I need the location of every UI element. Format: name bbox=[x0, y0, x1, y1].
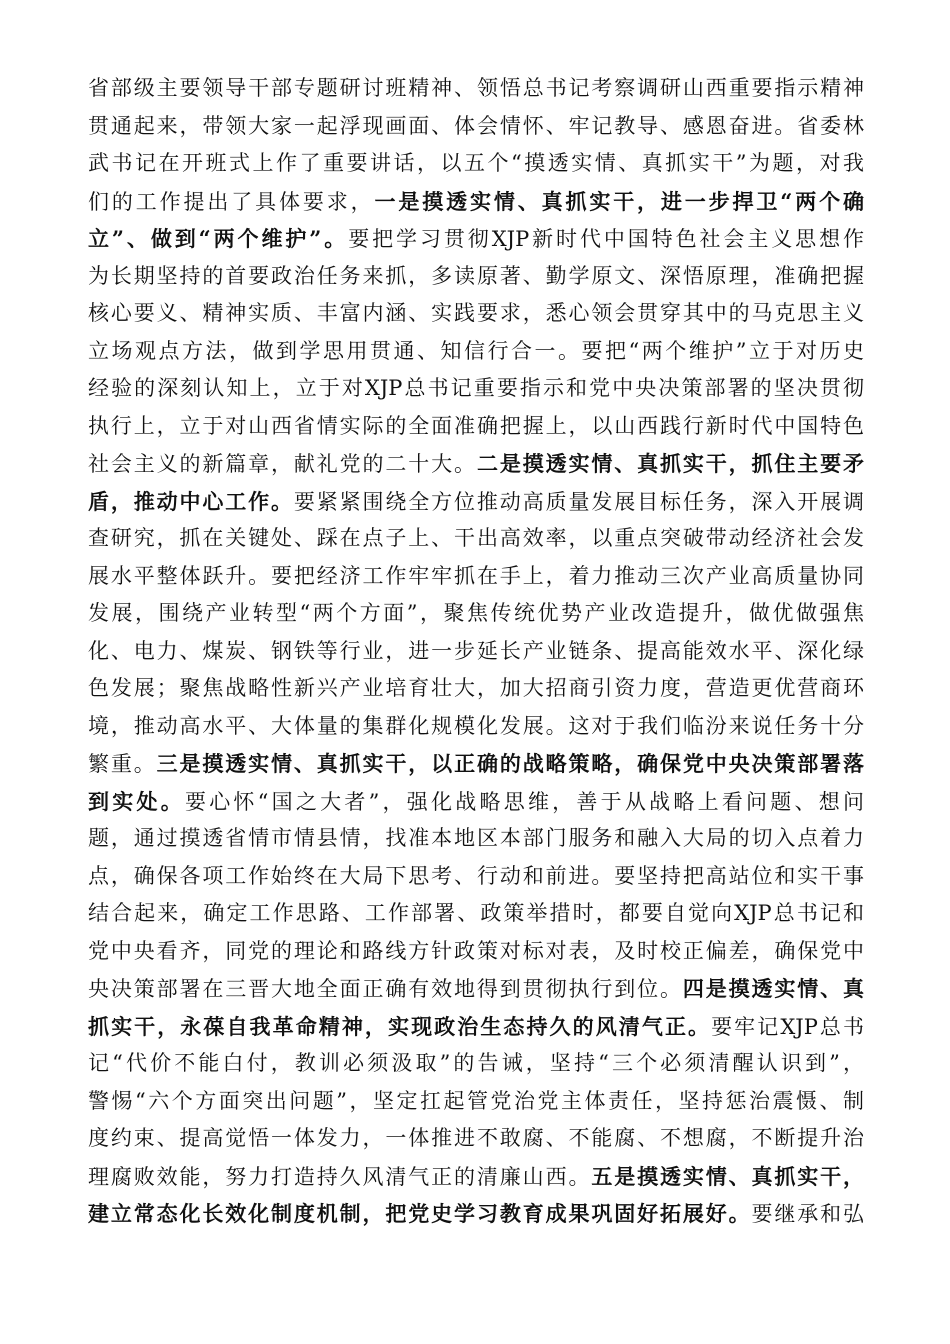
text-segment: 理腐败效能，努力打造持久风清气正的清廉山西。 bbox=[88, 1164, 592, 1189]
body-text bbox=[88, 70, 864, 1233]
text-segment: 色发展；聚焦战略性新兴产业培育壮大，加大招商引资力度，营造更优营商环 bbox=[88, 676, 864, 700]
bold-text-segment: 一是摸透实情、真抓实干，进一步捍卫“两个确 bbox=[374, 188, 864, 214]
text-line bbox=[88, 258, 864, 296]
bold-text-segment: 二是摸透实情、真抓实干，抓住主要矛 bbox=[476, 451, 864, 476]
text-line bbox=[88, 1008, 864, 1046]
text-line bbox=[88, 820, 864, 858]
text-line bbox=[88, 1158, 864, 1196]
text-line bbox=[88, 520, 864, 558]
bold-text-segment: 五是摸透实情、真抓实干， bbox=[591, 1163, 864, 1189]
text-line bbox=[88, 558, 864, 596]
text-segment: 发展，围绕产业转型“两个方面”，聚焦传统优势产业改造提升，做优做强焦 bbox=[88, 601, 864, 625]
text-line bbox=[88, 108, 864, 146]
text-line bbox=[88, 1045, 864, 1083]
text-line bbox=[88, 708, 864, 746]
text-segment: 查研究，抓在关键处、踩在点子上、干出高效率，以重点突破带动经济社会发 bbox=[88, 526, 864, 550]
text-line bbox=[88, 183, 864, 221]
text-line bbox=[88, 858, 864, 896]
bold-text-segment: 三是摸透实情、真抓实干，以正确的战略策略，确保党中央决策部署落 bbox=[156, 751, 865, 776]
text-segment: 度约束、提高觉悟一体发力，一体推进不敢腐、不能腐、不想腐，不断提升治 bbox=[88, 1126, 864, 1150]
text-segment: 点，确保各项工作始终在大局下思考、行动和前进。要坚持把高站位和实干事 bbox=[88, 863, 864, 888]
text-segment: 记“代价不能白付，教训必须汲取”的告诫，坚持“三个必须清醒认识到”， bbox=[88, 1051, 864, 1075]
text-line bbox=[88, 970, 864, 1008]
text-line bbox=[88, 783, 864, 821]
text-line bbox=[88, 595, 864, 633]
text-segment: 要牢记XJP总书 bbox=[711, 1014, 864, 1039]
text-line bbox=[88, 670, 864, 708]
text-segment: 社会主义的新篇章，献礼党的二十大。 bbox=[88, 452, 477, 476]
text-segment: 要心怀“国之大者”，强化战略思维，善于从战略上看问题、想问 bbox=[184, 789, 864, 814]
text-segment: 展水平整体跃升。要把经济工作牢牢抓在手上，着力推动三次产业高质量协同 bbox=[88, 563, 864, 588]
text-segment: 要继承和弘 bbox=[751, 1202, 864, 1226]
text-segment: 题，通过摸透省情市情县情，找准本地区本部门服务和融入大局的切入点着力 bbox=[88, 826, 864, 850]
text-segment: 经验的深刻认知上，立于对XJP总书记重要指示和党中央决策部署的坚决贯彻 bbox=[88, 376, 864, 400]
text-segment: 结合起来，确定工作思路、工作部署、政策举措时，都要自觉向XJP总书记和 bbox=[88, 901, 864, 925]
text-line bbox=[88, 70, 864, 108]
bold-text-segment: 盾，推动中心工作。 bbox=[88, 488, 294, 514]
text-segment: 央决策部署在三晋大地全面正确有效地得到贯彻执行到位。 bbox=[88, 977, 683, 1001]
text-segment: 省部级主要领导干部专题研讨班精神、领悟总书记考察调研山西重要指示精神 bbox=[88, 76, 864, 100]
text-segment: 执行上，立于对山西省情实际的全面准确把握上，以山西践行新时代中国特色 bbox=[88, 413, 864, 438]
text-segment: 境，推动高水平、大体量的集群化规模化发展。这对于我们临汾来说任务十分 bbox=[88, 713, 864, 738]
text-line bbox=[88, 633, 864, 671]
bold-text-segment: 四是摸透实情、真 bbox=[682, 976, 864, 1001]
text-line bbox=[88, 745, 864, 783]
text-line bbox=[88, 295, 864, 333]
text-segment: 武书记在开班式上作了重要讲话，以五个“摸透实情、真抓实干”为题，对我 bbox=[88, 151, 864, 175]
text-segment: 要紧紧围绕全方位推动高质量发展目标任务，深入开展调 bbox=[293, 489, 864, 514]
text-line bbox=[88, 445, 864, 483]
text-segment: 贯通起来，带领大家一起浮现画面、体会情怀、牢记教导、感恩奋进。省委林 bbox=[88, 113, 864, 138]
text-segment: 为长期坚持的首要政治任务来抓，多读原著、勤学原文、深悟原理，准确把握 bbox=[88, 263, 864, 288]
text-line bbox=[88, 483, 864, 521]
text-segment: 警惕“六个方面突出问题”，坚定扛起管党治党主体责任，坚持惩治震慑、制 bbox=[88, 1088, 864, 1113]
text-segment: 要把学习贯彻XJP新时代中国特色社会主义思想作 bbox=[348, 227, 864, 251]
bold-text-segment: 到实处。 bbox=[88, 788, 185, 814]
text-line bbox=[88, 145, 864, 183]
text-segment: 党中央看齐，同党的理论和路线方针政策对标对表，及时校正偏差，确保党中 bbox=[88, 938, 864, 963]
text-segment: 繁重。 bbox=[88, 752, 157, 776]
text-segment: 立场观点方法，做到学思用贯通、知信行合一。要把“两个维护”立于对历史 bbox=[88, 338, 864, 363]
text-line bbox=[88, 408, 864, 446]
text-segment: 核心要义、精神实质、丰富内涵、实践要求，悉心领会贯穿其中的马克思主义 bbox=[88, 301, 864, 325]
text-line bbox=[88, 895, 864, 933]
text-line bbox=[88, 220, 864, 258]
bold-text-segment: 建立常态化长效化制度机制，把党史学习教育成果巩固好拓展好。 bbox=[88, 1201, 752, 1226]
text-segment: 化、电力、煤炭、钢铁等行业，进一步延长产业链条、提高能效水平、深化绿 bbox=[88, 638, 864, 663]
text-segment: 们的工作提出了具体要求， bbox=[88, 189, 375, 214]
text-line bbox=[88, 1120, 864, 1158]
text-line bbox=[88, 333, 864, 371]
text-line bbox=[88, 370, 864, 408]
text-line bbox=[88, 933, 864, 971]
text-line bbox=[88, 1083, 864, 1121]
bold-text-segment: 立”、做到“两个维护”。 bbox=[88, 226, 349, 251]
bold-text-segment: 抓实干，永葆自我革命精神，实现政治生态持久的风清气正。 bbox=[88, 1013, 712, 1039]
text-line bbox=[88, 1195, 864, 1233]
